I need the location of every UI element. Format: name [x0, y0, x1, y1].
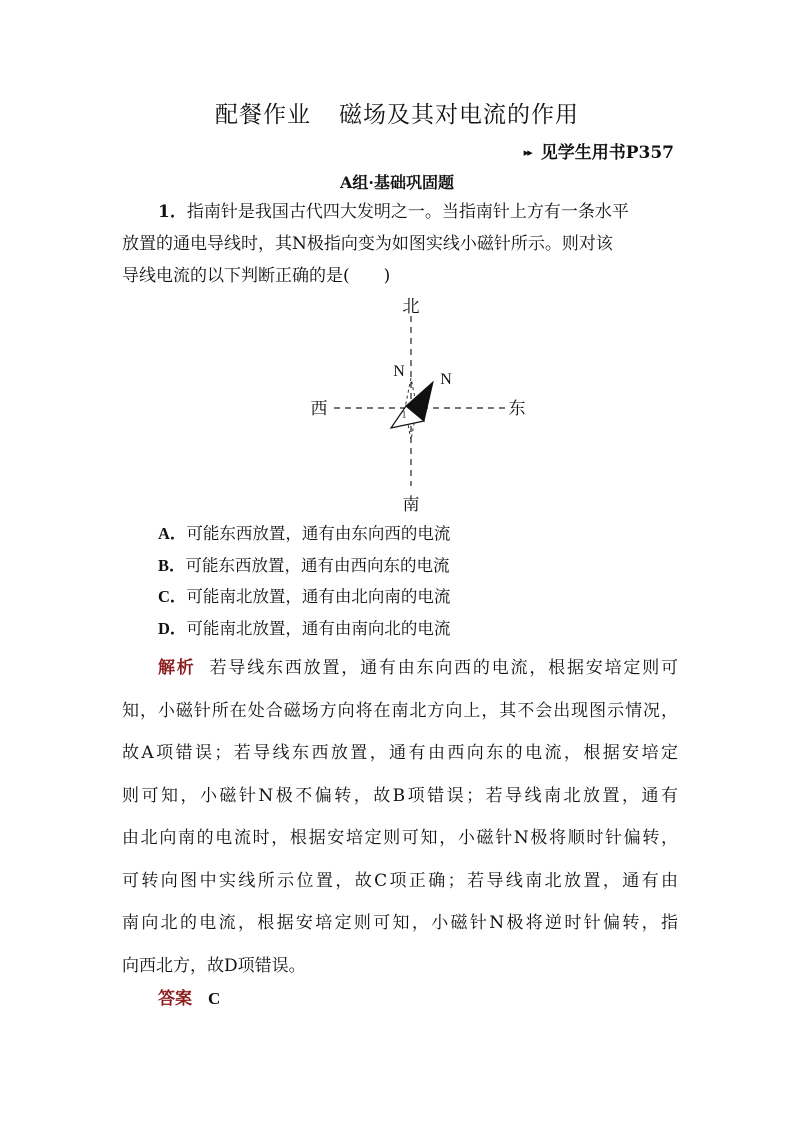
label-west: 西	[310, 399, 328, 419]
options-list	[158, 518, 450, 644]
analysis-line: 故A项错误；若导线东西放置，通有由西向东的电流，根据安培定	[122, 743, 678, 763]
label-south: 南	[402, 495, 420, 515]
analysis-line: 则可知，小磁针N极不偏转，故B项错误；若导线南北放置，通有	[122, 785, 678, 806]
answer-section	[158, 984, 220, 1009]
needle-angle-label: 1	[401, 410, 407, 421]
option-d: D．可能南北放置，通有由南向北的电流	[158, 618, 451, 638]
question-line: 放置的通电导线时，其N极指向变为如图实线小磁针所示。则对该	[122, 234, 613, 254]
group-heading: A组·基础巩固题	[340, 173, 454, 192]
double-arrow-icon: ▸▸	[523, 146, 531, 159]
question-line: 导线电流的以下判断正确的是( )	[122, 266, 391, 286]
analysis-label: 解析	[158, 658, 196, 678]
option-a: A．可能东西放置，通有由东向西的电流	[158, 524, 451, 543]
analysis-line: 解析 若导线东西放置，通有由东向西的电流，根据安培定则可	[158, 658, 679, 678]
answer-label: 答案	[158, 989, 192, 1009]
title-category: 配餐作业	[215, 102, 311, 128]
question-number: 1．	[158, 202, 187, 222]
analysis-line: 可转向图中实线所示位置，故C项正确；若导线南北放置，通有由	[122, 870, 678, 891]
label-east: 东	[508, 399, 526, 419]
analysis-section	[122, 651, 678, 991]
compass-figure	[300, 290, 540, 520]
needle-label-n-dashed: N	[393, 363, 405, 380]
answer-value: C	[208, 989, 221, 1008]
question-line: 1．指南针是我国古代四大发明之一。当指南针上方有一条水平	[158, 202, 629, 222]
needle-label-n-solid: N	[440, 371, 452, 388]
analysis-line: 南向北的电流，根据安培定则可知，小磁针N极将逆时针偏转，指	[122, 913, 678, 933]
label-north: 北	[402, 297, 420, 317]
analysis-line: 由北向南的电流时，根据安培定则可知，小磁针N极将顺时针偏转，	[122, 828, 678, 848]
option-c: C．可能南北放置，通有由北向南的电流	[158, 587, 451, 606]
analysis-line: 向西北方，故D项错误。	[122, 955, 306, 976]
analysis-line: 知，小磁针所在处合磁场方向将在南北方向上，其不会出现图示情况，	[122, 700, 678, 721]
page-title	[0, 96, 794, 129]
question-stem	[122, 196, 678, 292]
option-b: B．可能东西放置，通有由西向东的电流	[158, 555, 450, 575]
title-topic: 磁场及其对电流的作用	[339, 102, 579, 128]
book-reference	[524, 138, 674, 163]
book-reference-text: 见学生用书P357	[540, 143, 674, 163]
